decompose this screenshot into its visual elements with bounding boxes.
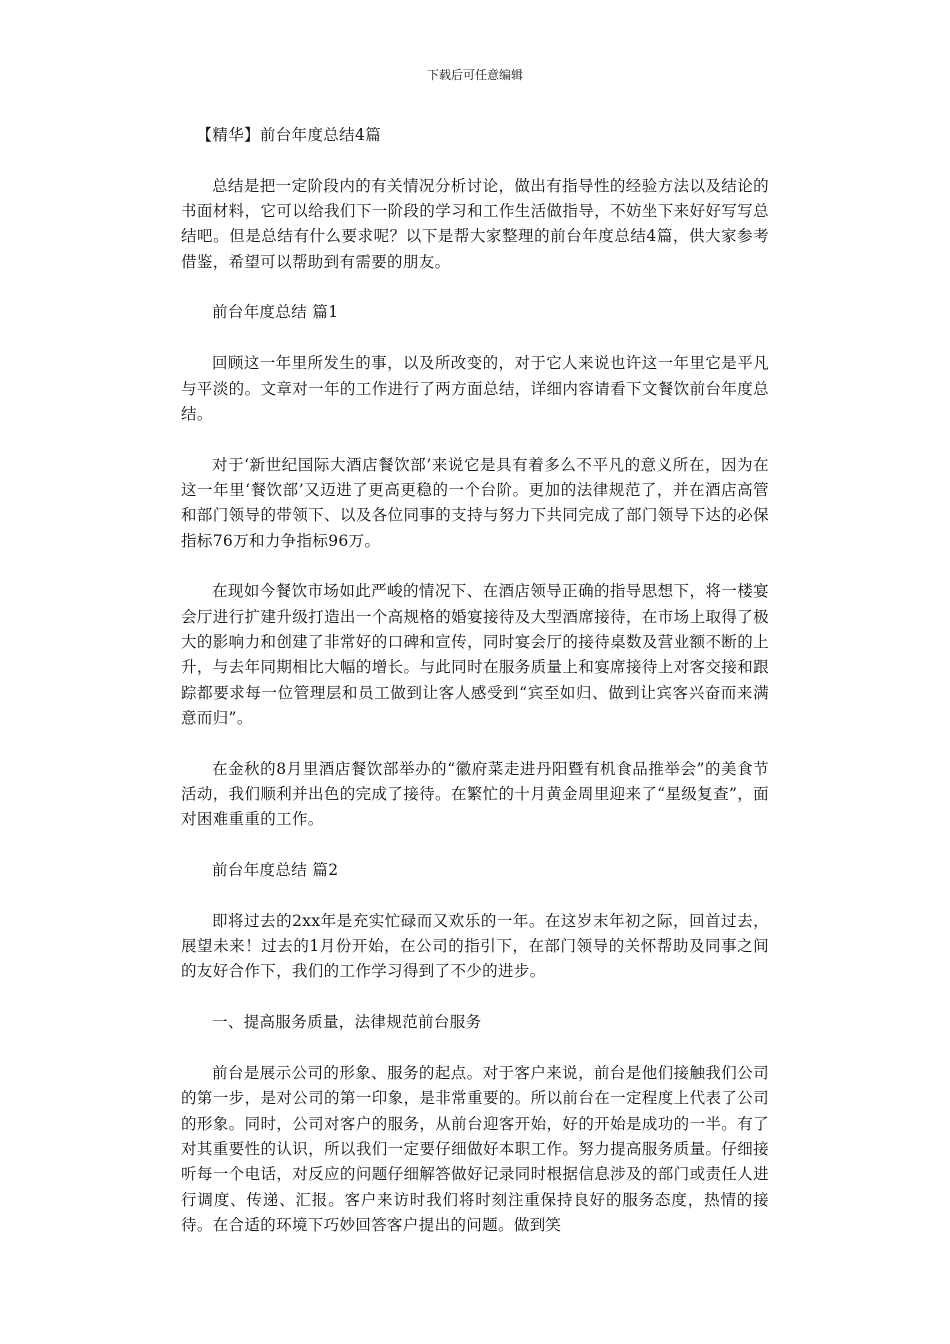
section-heading-2: 前台年度总结 篇2 [212, 861, 339, 880]
document-body [181, 123, 769, 1264]
section2-paragraph: 即将过去的2xx年是充实忙碌而又欢乐的一年。在这岁末年初之际，回首过去，展望未来！过去的1月份开始，在公司的指引下，在部门领导的关怀帮助及同事之间的友好合作下，我们的工作学习得到了不少的进步。 [181, 911, 769, 981]
page-header-note: 下载后可任意编辑 [426, 68, 523, 82]
section-heading-1: 前台年度总结 篇1 [212, 303, 339, 322]
section1-paragraph: 回顾这一年里所发生的事，以及所改变的，对于它人来说也许这一年里它是平凡与平淡的。文章对一年的工作进行了两方面总结，详细内容请看下文餐饮前台年度总结。 [181, 354, 769, 423]
section1-paragraph: 对于‘新世纪国际大酒店餐饮部’来说它是具有着多么不平凡的意义所在，因为在这一年里‘餐饮部’又迈进了更高更稳的一个台阶。更加的法律规范了，并在酒店高管和部门领导的带领下、以及各位同事的支持与努力下共同完成了部门领导下达的必保指标76万和力争指标96万。 [181, 455, 769, 550]
section2-subheading: 一、提高服务质量，法律规范前台服务 [212, 1013, 482, 1032]
section1-paragraph: 在现如今餐饮市场如此严峻的情况下、在酒店领导正确的指导思想下，将一楼宴会厅进行扩建升级打造出一个高规格的婚宴接待及大型酒席接待，在市场上取得了极大的影响力和创建了非常好的口碑和宣传，同时宴会厅的接待桌数及营业额不断的上升，与去年同期相比大幅的增长。与此同时在服务质量上和宴席接待上对客交接和跟踪都要求每一位管理层和员工做到让客人感受到“宾至如归、做到让宾客兴奋而来满意而归”。 [181, 582, 769, 727]
document-title: 【精华】前台年度总结4篇 [196, 126, 382, 144]
intro-paragraph: 总结是把一定阶段内的有关情况分析讨论，做出有指导性的经验方法以及结论的书面材料，它可以给我们下一阶段的学习和工作生活做指导，不妨坐下来好好写写总结吧。但是总结有什么要求呢？以下是帮大家整理的前台年度总结4篇，供大家参考借鉴，希望可以帮助到有需要的朋友。 [181, 176, 769, 271]
section2-sub-paragraph: 前台是展示公司的形象、服务的起点。对于客户来说，前台是他们接触我们公司的第一步，是对公司的第一印象，是非常重要的。所以前台在一定程度上代表了公司的形象。同时，公司对客户的服务，从前台迎客开始，好的开始是成功的一半。有了对其重要性的认识，所以我们一定要仔细做好本职工作。努力提高服务质量。仔细接听每一个电话，对反应的问题仔细解答做好记录同时根据信息涉及的部门或责任人进行调度、传递、汇报。客户来访时我们将时刻注重保持良好的服务态度，热情的接待。在合适的环境下巧妙回答客户提出的问题。做到笑 [181, 1064, 769, 1234]
section1-paragraph: 在金秋的8月里酒店餐饮部举办的“徽府菜走进丹阳暨有机食品推举会”的美食节活动，我们顺利并出色的完成了接待。在繁忙的十月黄金周里迎来了“星级复查”，面对困难重重的工作。 [181, 759, 769, 829]
